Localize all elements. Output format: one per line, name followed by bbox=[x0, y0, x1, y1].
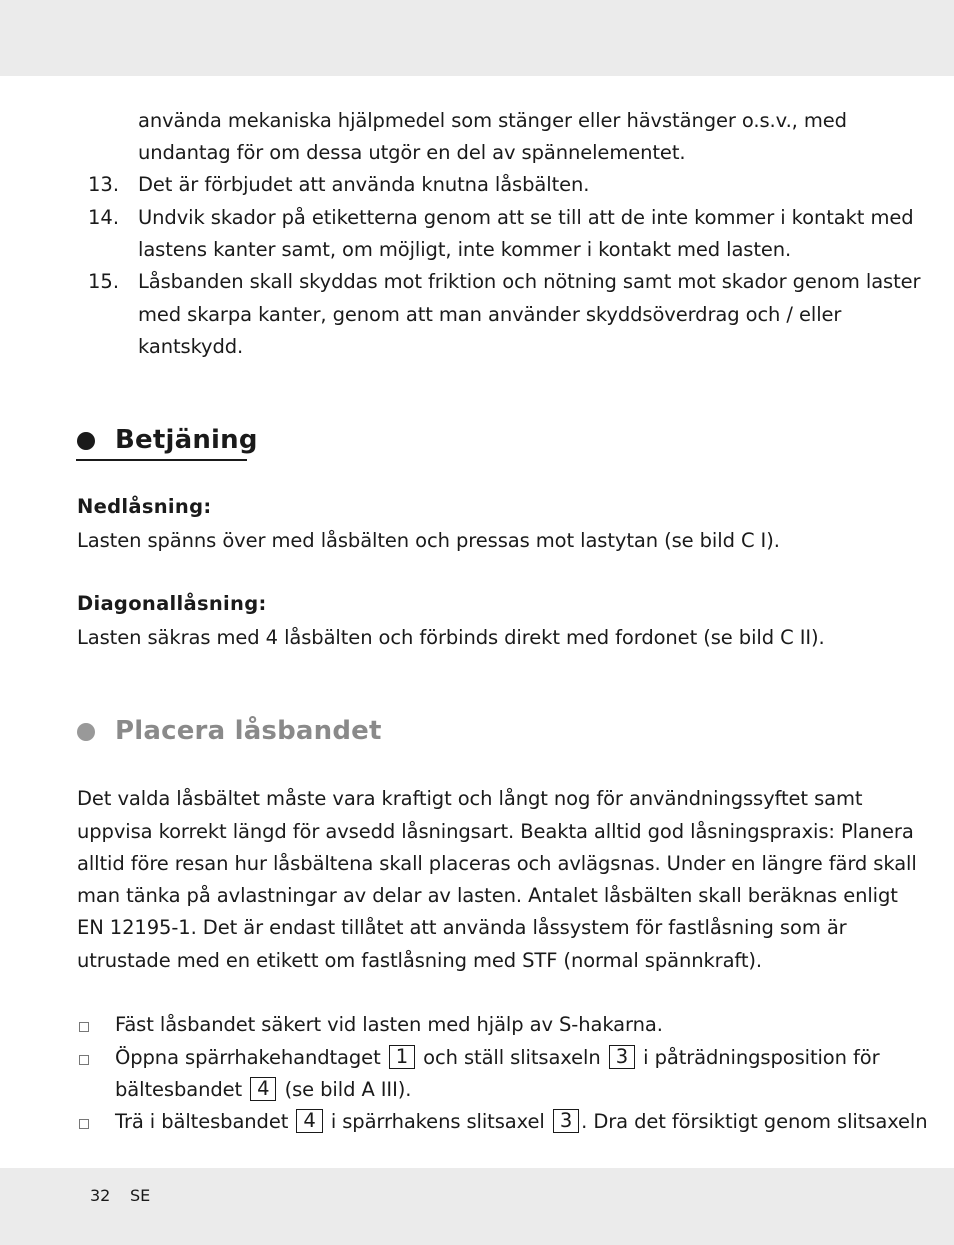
section-heading-betjaning: Betjäning bbox=[115, 425, 258, 455]
list-item-number: 13. bbox=[88, 173, 120, 196]
part-reference-box: 3 bbox=[553, 1109, 579, 1133]
checkbox-square-icon bbox=[79, 1119, 89, 1129]
step-text-part: bältesbandet bbox=[115, 1078, 243, 1101]
list-item-continuation-line-2: undantag för om dessa utgör en del av spännelementet. bbox=[138, 141, 686, 164]
step-text-part: i spärrhakens slitsaxel bbox=[330, 1110, 545, 1133]
step-text bbox=[115, 1074, 411, 1106]
part-reference-box: 4 bbox=[250, 1077, 276, 1101]
step-text-part: . Dra det försiktigt genom slitsaxeln bbox=[581, 1110, 928, 1133]
list-item-text: med skarpa kanter, genom att man använder skyddsöverdrag och / eller bbox=[138, 303, 842, 326]
section-heading-placera: Placera låsbandet bbox=[115, 716, 382, 746]
step-text: Fäst låsbandet säkert vid lasten med hjälp av S-hakarna. bbox=[115, 1013, 663, 1036]
part-reference-box: 3 bbox=[609, 1045, 635, 1069]
paragraph-line: uppvisa korrekt längd för avsedd låsningsart. Beakta alltid god låsningspraxis: Planera bbox=[77, 820, 914, 843]
list-item-number: 14. bbox=[88, 206, 120, 229]
list-item-text: kantskydd. bbox=[138, 335, 244, 358]
header-band bbox=[0, 0, 954, 76]
step-text-part: (se bild A III). bbox=[284, 1078, 412, 1101]
paragraph-line: EN 12195-1. Det är endast tillåtet att använda låssystem för fastlåsning som är bbox=[77, 916, 847, 939]
step-text-part: och ställ slitsaxeln bbox=[423, 1046, 601, 1069]
list-item-number: 15. bbox=[88, 270, 120, 293]
list-item-text: lastens kanter samt, om möjligt, inte kommer i kontakt med lasten. bbox=[138, 238, 792, 261]
step-text bbox=[115, 1042, 880, 1074]
subsection-text-diagonallasning: Lasten säkras med 4 låsbälten och förbinds direkt med fordonet (se bild C II). bbox=[77, 626, 825, 649]
step-text-part: Öppna spärrhakehandtaget bbox=[115, 1046, 381, 1069]
footer-band bbox=[0, 1168, 954, 1245]
part-reference-box: 4 bbox=[296, 1109, 322, 1133]
paragraph-line: utrustade med en etikett om fastlåsning med STF (normal spännkraft). bbox=[77, 949, 763, 972]
section-bullet-icon bbox=[77, 432, 95, 450]
step-text-part: Trä i bältesbandet bbox=[115, 1110, 289, 1133]
subsection-heading-diagonallasning: Diagonallåsning: bbox=[77, 592, 267, 615]
list-item-continuation-line-1: använda mekaniska hjälpmedel som stänger eller hävstänger o.s.v., med bbox=[138, 109, 847, 132]
paragraph-line: Det valda låsbältet måste vara kraftigt och långt nog för användningssyftet samt bbox=[77, 787, 863, 810]
section-bullet-icon bbox=[77, 723, 95, 741]
step-text-part: i påträdningsposition för bbox=[643, 1046, 880, 1069]
checkbox-square-icon bbox=[79, 1055, 89, 1065]
subsection-heading-nedlasning: Nedlåsning: bbox=[77, 495, 212, 518]
list-item-text: Låsbanden skall skyddas mot friktion och nötning samt mot skador genom laster bbox=[138, 270, 921, 293]
subsection-text-nedlasning: Lasten spänns över med låsbälten och pressas mot lastytan (se bild C I). bbox=[77, 529, 780, 552]
paragraph-line: alltid före resan hur låsbältena skall placeras och avlägsnas. Under en längre färd skall bbox=[77, 852, 917, 875]
paragraph-line: man tänka på avlastningar av delar av lasten. Antalet låsbälten skall beräknas enligt bbox=[77, 884, 898, 907]
step-text bbox=[115, 1106, 928, 1138]
page-number: 32 bbox=[90, 1186, 111, 1205]
list-item-text: Det är förbjudet att använda knutna låsbälten. bbox=[138, 173, 590, 196]
list-item-text: Undvik skador på etiketterna genom att se till att de inte kommer i kontakt med bbox=[138, 206, 914, 229]
language-code: SE bbox=[130, 1186, 151, 1205]
part-reference-box: 1 bbox=[389, 1045, 415, 1069]
section-heading-underline bbox=[76, 459, 247, 461]
checkbox-square-icon bbox=[79, 1022, 89, 1032]
